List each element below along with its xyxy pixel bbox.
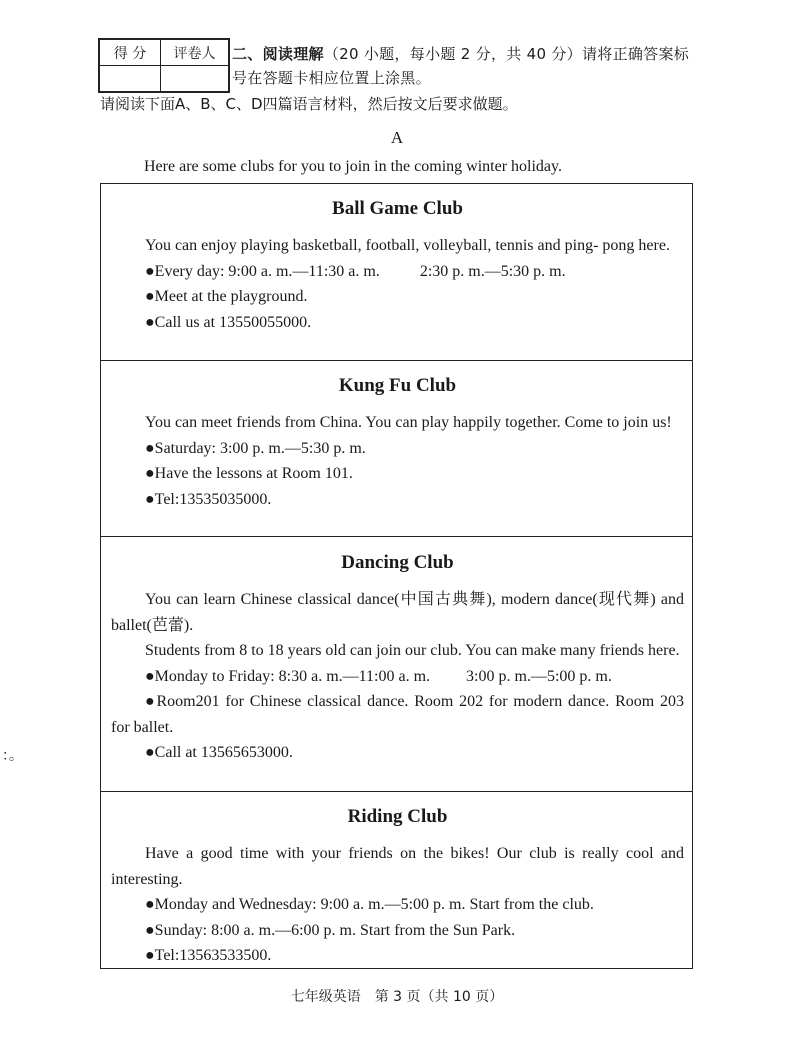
club-contact: ●Tel:13535035000.: [145, 490, 272, 508]
schedule-time-1: ●Every day: 9:00 a. m.—11:30 a. m.: [145, 262, 380, 280]
schedule-time-2: 3:00 p. m.—5:00 p. m.: [466, 667, 612, 685]
margin-mark: ：。: [2, 748, 23, 764]
score-cell: [99, 66, 161, 93]
club-place: ●Room201 for Chinese classical dance. Room 202 for modern dance. Room 203 for ballet.: [111, 693, 684, 736]
club-contact: ●Call us at 13550055000.: [145, 313, 312, 331]
club-title: Kung Fu Club: [338, 375, 457, 396]
club-contact: ●Tel:13563533500.: [145, 947, 272, 964]
grader-label: 评卷人: [161, 39, 230, 66]
club-schedule: ●Monday and Wednesday: 9:00 a. m.—5:00 p. m. Start from the club.: [145, 896, 594, 913]
club-card: [101, 184, 692, 361]
club-schedule: ●Saturday: 3:00 p. m.—5:30 p. m.: [145, 439, 366, 457]
score-table: [98, 38, 230, 93]
club-card: [101, 361, 692, 537]
club-title: Dancing Club: [341, 552, 454, 573]
section-title: 二、阅读理解: [232, 45, 324, 63]
grader-cell: [161, 66, 230, 93]
club-schedule: [111, 664, 684, 690]
section-rules: （20 小题，每小题 2 分，共 40 分）请将正确答案标号在答题卡相应位置上涂黑。: [232, 45, 690, 87]
clubs-box: [100, 183, 693, 969]
section-heading: [232, 42, 702, 90]
page-footer: 七年级英语 第 3 页（共 10 页）: [290, 989, 504, 1005]
instruction-text: 请阅读下面A、B、C、D四篇语言材料，然后按文后要求做题。: [100, 95, 518, 113]
schedule-time-2: 2:30 p. m.—5:30 p. m.: [419, 262, 566, 280]
passage-label: A: [390, 128, 404, 147]
club-description: Have a good time with your friends on the bikes! Our club is really cool and interesting.: [111, 845, 684, 888]
club-place: ●Meet at the playground.: [145, 288, 308, 305]
club-schedule: [111, 259, 684, 285]
club-contact: ●Call at 13565653000.: [145, 744, 293, 761]
club-title: Riding Club: [347, 806, 448, 827]
club-description: You can learn Chinese classical dance(中国古典舞), modern dance(现代舞) and ballet(芭蕾).: [111, 591, 684, 634]
club-description: You can enjoy playing basketball, football, volleyball, tennis and ping- pong here.: [145, 237, 670, 254]
club-place: ●Have the lessons at Room 101.: [145, 465, 353, 482]
club-title: Ball Game Club: [332, 198, 463, 219]
score-label: 得 分: [99, 39, 161, 66]
club-description: You can meet friends from China. You can play happily together. Come to join us!: [145, 414, 672, 431]
club-description-2: Students from 8 to 18 years old can join our club. You can make many friends here.: [145, 642, 680, 659]
club-card: [101, 537, 692, 792]
club-card: [101, 792, 692, 968]
club-schedule-2: ●Sunday: 8:00 a. m.—6:00 p. m. Start from the Sun Park.: [145, 921, 516, 939]
schedule-time-1: ●Monday to Friday: 8:30 a. m.—11:00 a. m.: [145, 667, 431, 685]
intro-text: Here are some clubs for you to join in the coming winter holiday.: [144, 158, 562, 175]
